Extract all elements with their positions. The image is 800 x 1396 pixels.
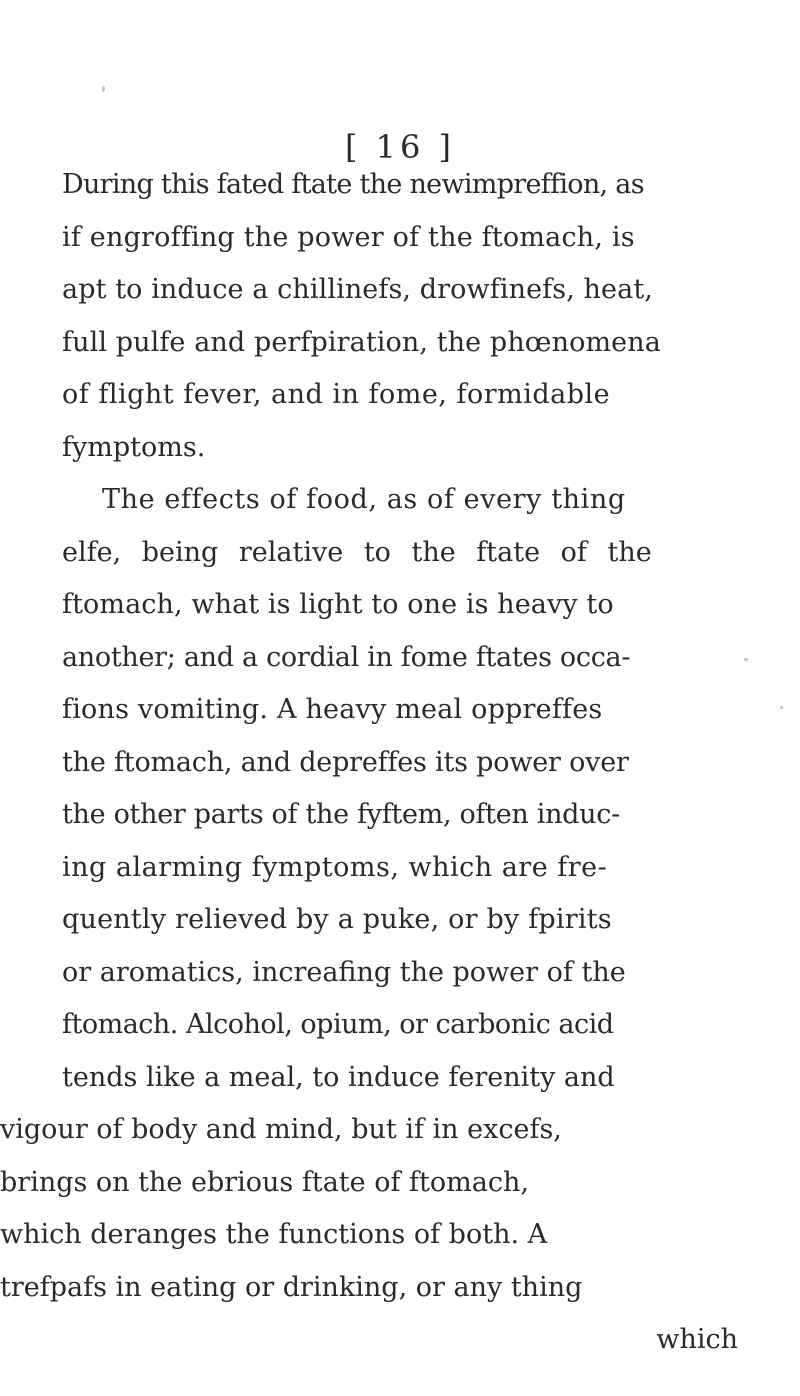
- text-line-12: the ftomach, and depreffes its power over: [62, 746, 629, 778]
- text-line-3: apt to induce a chillinefs, drowfinefs, heat,: [62, 274, 653, 305]
- text-line-4: full pulfe and perfpiration, the phœnomena: [62, 326, 661, 358]
- text-line-1: During this fated ftate the newimpreffion, as: [62, 169, 644, 200]
- text-line-5: of flight fever, and in fome, formidable: [62, 379, 611, 410]
- text-line-13: the other parts of the fyftem, often induc-: [62, 799, 620, 830]
- catchword: which: [656, 1324, 738, 1355]
- page-number: [ 16 ]: [344, 128, 456, 166]
- text-line-22: trefpafs in eating or drinking, or any thing: [0, 1271, 583, 1303]
- text-line-21: which deranges the functions of both. A: [0, 1219, 548, 1250]
- text-line-2: if engroffing the power of the ftomach, is: [62, 221, 635, 253]
- text-line-8: elfe, being relative to the ftate of the: [62, 536, 652, 568]
- text-line-17: ftomach. Alcohol, opium, or carbonic acid: [62, 1009, 614, 1040]
- text-line-15: quently relieved by a puke, or by fpirits: [62, 904, 612, 935]
- paper-speck: [744, 658, 748, 661]
- text-line-6: fymptoms.: [62, 431, 206, 463]
- text-line-18: tends like a meal, to induce ferenity and: [62, 1061, 615, 1093]
- paper-speck: [102, 86, 105, 92]
- text-line-9: ftomach, what is light to one is heavy to: [62, 589, 614, 620]
- text-line-10: another; and a cordial in fome ftates occa-: [62, 641, 631, 673]
- paper-speck: [780, 706, 783, 709]
- text-line-14: ing alarming fymptoms, which are fre-: [62, 851, 608, 883]
- text-line-19: vigour of body and mind, but if in excefs,: [0, 1114, 562, 1145]
- text-line-16: or aromatics, increafing the power of the: [62, 956, 626, 988]
- text-line-7: The effects of food, as of every thing: [102, 484, 626, 515]
- text-line-20: brings on the ebrious ftate of ftomach,: [0, 1166, 529, 1198]
- text-line-11: fions vomiting. A heavy meal oppreffes: [62, 694, 603, 725]
